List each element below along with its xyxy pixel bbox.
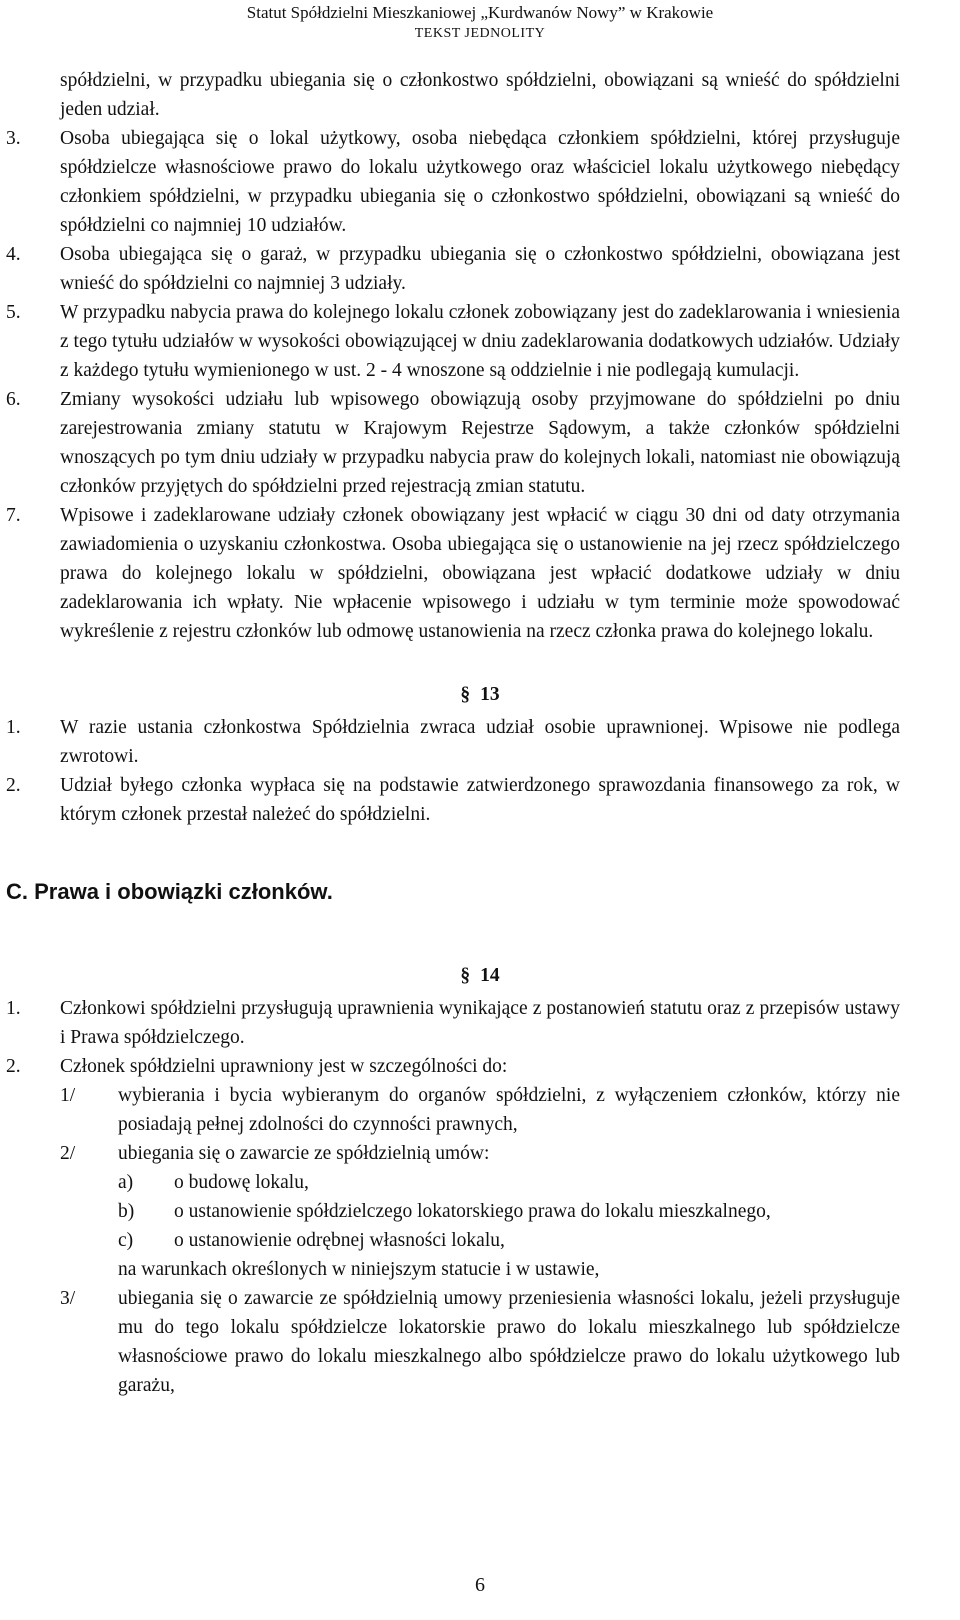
list-item: [6, 240, 900, 298]
item-text: Członek spółdzielni uprawniony jest w szczególności do:: [60, 1056, 508, 1077]
list-item: [6, 385, 900, 501]
item-text: Członkowi spółdzielni przysługują uprawnienia wynikające z postanowień statutu oraz z przepisów ustawy i Prawa spółdzielczego.: [60, 998, 900, 1048]
list-item: [6, 713, 900, 771]
list-item: [6, 994, 900, 1052]
list-item: [6, 1052, 900, 1081]
sub-item-text: ubiegania się o zawarcie ze spółdzielnią umowy przeniesienia własności lokalu, jeżeli przysługuje mu do tego lokalu spółdzielcze lokatorskie prawo do lokalu mieszkalnego lub spółdzielcze własnościowe prawo do lokalu mieszkalnego albo spółdzielcze prawo do lokalu użytkowego lub garażu,: [118, 1288, 900, 1396]
item-number: 2.: [6, 1056, 21, 1077]
sub-item-text: ubiegania się o zawarcie ze spółdzielnią umów:: [118, 1143, 490, 1164]
section-number: 14: [480, 965, 500, 986]
section-12-items: [6, 124, 900, 646]
sub-sub-item-text: o ustanowienie odrębnej własności lokalu,: [174, 1230, 505, 1251]
item-text: Wpisowe i zadeklarowane udziały członek obowiązany jest wpłacić w ciągu 30 dni od daty otrzymania zawiadomienia o uzyskaniu członkostwa. Osoba ubiegająca się o ustanowienie na jej rzecz spółdzielczego prawa do kolejnego lokalu w spółdzielni, obowiązana jest wpłacić dodatkowe udziały w dniu zadeklarowania ich wpłaty. Nie wpłacenie wpisowego i udziału w tym terminie może spowodować wykreślenie z rejestru członków lub odmowę ustanowienia na rzecz członka prawa do kolejnego lokalu.: [60, 505, 900, 642]
sub-sub-list: [60, 1168, 900, 1284]
list-item: [6, 298, 900, 385]
page-number: 6: [475, 1574, 485, 1596]
list-item: [6, 771, 900, 829]
list-item: [6, 501, 900, 646]
item-text: Zmiany wysokości udziału lub wpisowego obowiązują osoby przyjmowane do spółdzielni po dniu zarejestrowania zmiany statutu w Krajowym Rejestrze Sądowym, a także członków spółdzielni wnoszących po tym dniu udziały w przypadku nabycia praw do kolejnych lokali, natomiast nie obowiązują członków przyjętych do spółdzielni przed rejestracją zmian statutu.: [60, 389, 900, 497]
page-header: [0, 0, 960, 44]
sub-item-tail: na warunkach określonych w niniejszym statucie i w ustawie,: [118, 1259, 600, 1280]
list-item: [6, 124, 900, 240]
paragraph-sign: §: [460, 965, 471, 986]
header-subtitle: TEKST JEDNOLITY: [414, 26, 546, 41]
continuation-paragraph: spółdzielni, w przypadku ubiegania się o członkostwo spółdzielni, obowiązani są wnieść do spółdzielni jeden udział.: [60, 70, 900, 120]
sub-item-number: 3/: [60, 1288, 76, 1309]
sub-item-number: 2/: [60, 1143, 76, 1164]
header-title: Statut Spółdzielni Mieszkaniowej „Kurdwanów Nowy” w Krakowie: [246, 3, 714, 22]
item-number: 6.: [6, 389, 21, 410]
item-number: 4.: [6, 244, 21, 265]
item-text: Osoba ubiegająca się o lokal użytkowy, osoba niebędąca członkiem spółdzielni, której przysługuje spółdzielcze własnościowe prawo do lokalu użytkowego oraz właściciel lokalu użytkowego niebędący członkiem spółdzielni, w przypadku ubiegania się o członkostwo spółdzielni, obowiązani są wnieść do spółdzielni co najmniej 10 udziałów.: [60, 128, 900, 236]
sub-sub-item: [118, 1226, 900, 1255]
item-number: 2.: [6, 775, 21, 796]
item-text: Udział byłego członka wypłaca się na podstawie zatwierdzonego sprawozdania finansowego za rok, w którym członek przestał należeć do spółdzielni.: [60, 775, 900, 825]
chapter-heading: C. Prawa i obowiązki członków.: [6, 879, 333, 904]
sub-sub-item-number: b): [118, 1201, 135, 1222]
item-number: 1.: [6, 998, 21, 1019]
sub-sub-item-number: c): [118, 1230, 134, 1251]
sub-sub-item: [118, 1168, 900, 1197]
sub-item-number: 1/: [60, 1085, 76, 1106]
item-number: 1.: [6, 717, 21, 738]
document-body: [6, 66, 900, 1400]
item-number: 3.: [6, 128, 21, 149]
item-text: W przypadku nabycia prawa do kolejnego lokalu członek zobowiązany jest do zadeklarowania i wniesienia z tego tytułu udziałów w wysokości obowiązującej w dniu zadeklarowania dodatkowych udziałów. Udziały z każdego tytułu wymienionego w ust. 2 - 4 wnoszone są oddzielnie i nie podlegają kumulacji.: [60, 302, 900, 381]
sub-sub-item-text: o ustanowienie spółdzielczego lokatorskiego prawa do lokalu mieszkalnego,: [174, 1201, 771, 1222]
sub-sub-item-number: a): [118, 1172, 134, 1193]
sub-sub-item: [118, 1197, 900, 1226]
item-text: W razie ustania członkostwa Spółdzielnia zwraca udział osobie uprawnionej. Wpisowe nie podlega zwrotowi.: [60, 717, 900, 767]
sub-item: [60, 1081, 900, 1139]
paragraph-sign: §: [460, 684, 471, 705]
item-text: Osoba ubiegająca się o garaż, w przypadku ubiegania się o członkostwo spółdzielni, obowiązana jest wnieść do spółdzielni co najmniej 3 udziały.: [60, 244, 900, 294]
section-number: 13: [480, 684, 500, 705]
sub-item: [60, 1139, 900, 1168]
item-number: 5.: [6, 302, 21, 323]
sub-item: [60, 1284, 900, 1400]
section-13-heading: [60, 680, 900, 709]
section-14-heading: [60, 961, 900, 990]
sub-sub-item-text: o budowę lokalu,: [174, 1172, 309, 1193]
sub-item-text: wybierania i bycia wybieranym do organów spółdzielni, z wyłączeniem członków, którzy nie posiadają pełnej zdolności do czynności prawnych,: [118, 1085, 900, 1135]
item-number: 7.: [6, 505, 21, 526]
